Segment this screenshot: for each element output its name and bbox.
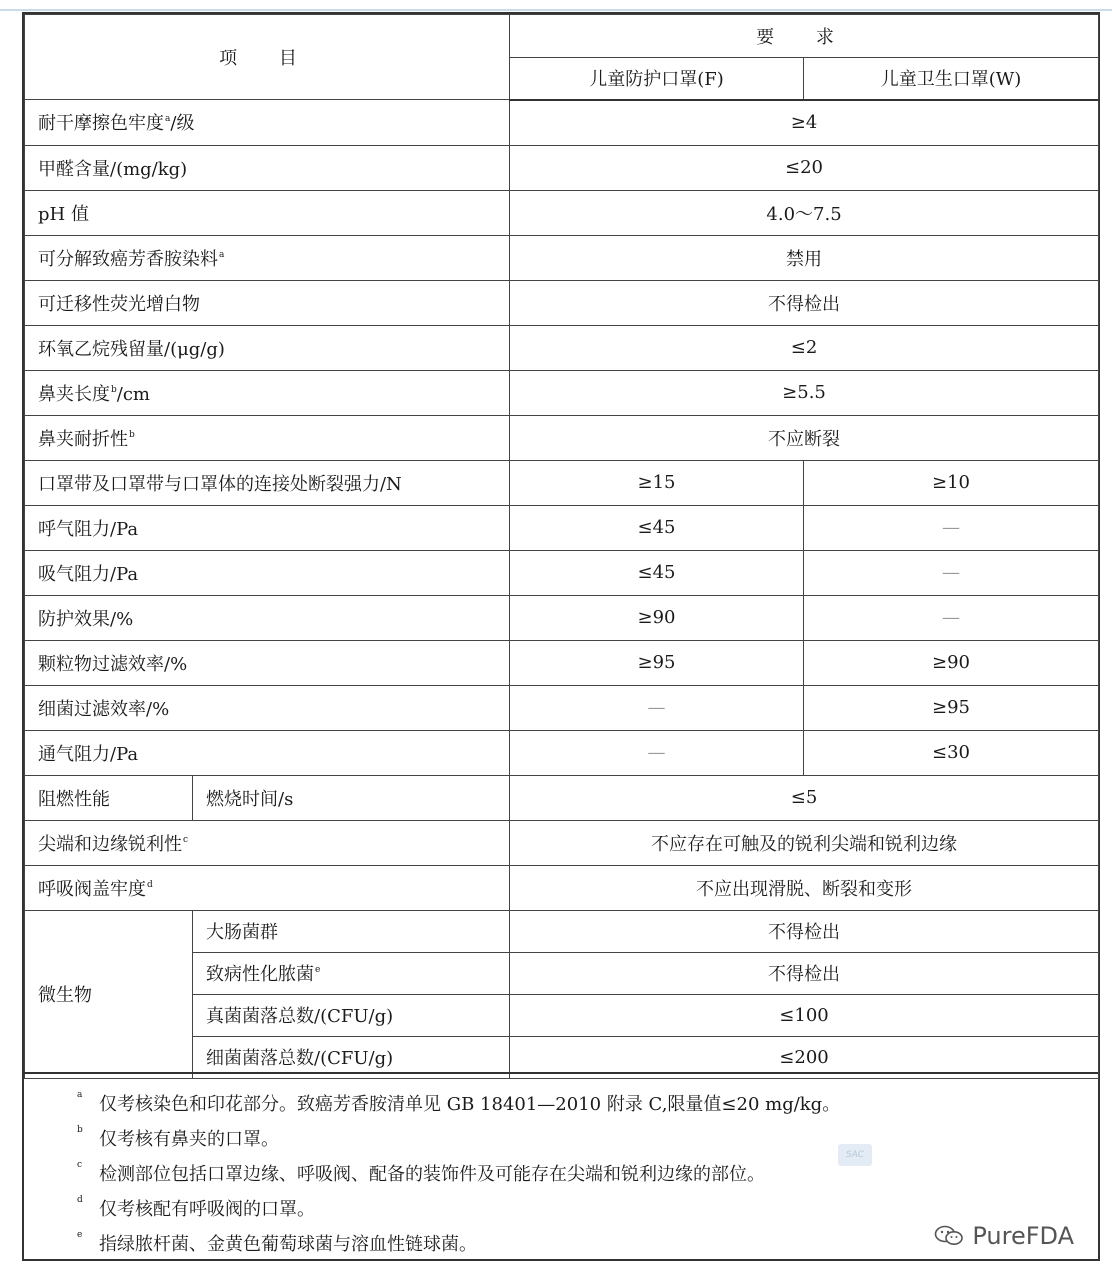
footnote-mark: a xyxy=(77,1090,83,1100)
flame-label: 阻燃性能 xyxy=(25,775,193,820)
table-row xyxy=(25,190,1099,235)
flame-sub-label: 燃烧时间/s xyxy=(193,775,510,820)
row-label: 鼻夹长度$^b$/cm xyxy=(25,370,510,415)
row-label: 吸气阻力/Pa xyxy=(25,550,510,595)
footnote xyxy=(24,1090,1098,1125)
row-label: 颗粒物过滤效率/% xyxy=(25,640,510,685)
table-row xyxy=(25,280,1099,325)
sharp-value: 不应存在可触及的锐利尖端和锐利边缘 xyxy=(510,820,1099,865)
row-label: 细菌过滤效率/% xyxy=(25,685,510,730)
watermark xyxy=(934,1222,1074,1250)
micro-item-value: ≤200 xyxy=(510,1036,1099,1078)
table-row xyxy=(25,595,1099,640)
micro-item-label: 大肠菌群 xyxy=(193,910,510,952)
footnote-mark: c xyxy=(77,1160,83,1170)
valve-label: 呼吸阀盖牢度$^d$ xyxy=(25,865,510,910)
row-value: ≤20 xyxy=(510,145,1099,190)
row-value-f: — xyxy=(510,730,804,775)
header-col-f: 儿童防护口罩(F) xyxy=(510,58,804,100)
row-value: ≤2 xyxy=(510,325,1099,370)
watermark-text: PureFDA xyxy=(972,1222,1074,1250)
row-value: 不得检出 xyxy=(510,280,1099,325)
table-row xyxy=(25,460,1099,505)
row-label: pH 值 xyxy=(25,190,510,235)
row-label: 耐干摩擦色牢度$^a$/级 xyxy=(25,100,510,146)
footnote xyxy=(24,1125,1098,1160)
header-item: 项 目 xyxy=(25,15,510,100)
row-value: 不应断裂 xyxy=(510,415,1099,460)
row-value: ≥4 xyxy=(510,100,1099,146)
row-value-f: ≤45 xyxy=(510,550,804,595)
row-label: 环氧乙烷残留量/(μg/g) xyxy=(25,325,510,370)
row-value-f: ≥90 xyxy=(510,595,804,640)
row-label: 通气阻力/Pa xyxy=(25,730,510,775)
table-row xyxy=(25,325,1099,370)
header-requirement: 要 求 xyxy=(510,15,1099,58)
row-label: 甲醛含量/(mg/kg) xyxy=(25,145,510,190)
flame-value: ≤5 xyxy=(510,775,1099,820)
footnote-text: 指绿脓杆菌、金黄色葡萄球菌与溶血性链球菌。 xyxy=(99,1234,477,1255)
micro-label: 微生物 xyxy=(25,910,193,1078)
footnote-mark: e xyxy=(77,1230,83,1240)
table-row xyxy=(25,685,1099,730)
table-row xyxy=(25,145,1099,190)
table-row xyxy=(25,505,1099,550)
micro-item-label: 细菌菌落总数/(CFU/g) xyxy=(193,1036,510,1078)
row-label: 可分解致癌芳香胺染料$^a$ xyxy=(25,235,510,280)
row-value-w: ≥95 xyxy=(804,685,1099,730)
footnote-text: 仅考核配有呼吸阀的口罩。 xyxy=(99,1199,315,1220)
row-value-f: ≥95 xyxy=(510,640,804,685)
footnote-text: 仅考核染色和印花部分。致癌芳香胺清单见 GB 18401—2010 附录 C,限量值≤20 mg/kg。 xyxy=(99,1094,841,1115)
row-label: 鼻夹耐折性$^b$ xyxy=(25,415,510,460)
valve-value: 不应出现滑脱、断裂和变形 xyxy=(510,865,1099,910)
header-col-w: 儿童卫生口罩(W) xyxy=(804,58,1099,100)
row-value-w: ≥10 xyxy=(804,460,1099,505)
table-row xyxy=(25,370,1099,415)
micro-item-value: 不得检出 xyxy=(510,952,1099,994)
requirements-table xyxy=(24,14,1099,1079)
micro-item-label: 真菌菌落总数/(CFU/g) xyxy=(193,994,510,1036)
row-label: 口罩带及口罩带与口罩体的连接处断裂强力/N xyxy=(25,460,510,505)
footnote xyxy=(24,1160,1098,1195)
table-row-micro xyxy=(25,910,1099,952)
row-value: ≥5.5 xyxy=(510,370,1099,415)
row-label: 可迁移性荧光增白物 xyxy=(25,280,510,325)
sharp-label: 尖端和边缘锐利性$^c$ xyxy=(25,820,510,865)
row-value-w: ≥90 xyxy=(804,640,1099,685)
micro-item-label: 致病性化脓菌$^e$ xyxy=(193,952,510,994)
row-value-f: — xyxy=(510,685,804,730)
table-row xyxy=(25,415,1099,460)
table-row xyxy=(25,550,1099,595)
table-row xyxy=(25,100,1099,146)
standard-table-frame xyxy=(22,12,1100,1261)
micro-item-value: ≤100 xyxy=(510,994,1099,1036)
table-row-sharp xyxy=(25,820,1099,865)
table-row-flame xyxy=(25,775,1099,820)
wechat-icon xyxy=(934,1224,964,1248)
table-row xyxy=(25,235,1099,280)
row-value: 4.0～7.5 xyxy=(510,190,1099,235)
table-row xyxy=(25,730,1099,775)
table-row xyxy=(25,640,1099,685)
row-value-f: ≥15 xyxy=(510,460,804,505)
top-border-line xyxy=(0,9,1112,11)
footnote-mark: d xyxy=(77,1195,83,1205)
row-label: 防护效果/% xyxy=(25,595,510,640)
row-value-w: ≤30 xyxy=(804,730,1099,775)
micro-item-value: 不得检出 xyxy=(510,910,1099,952)
row-label: 呼气阻力/Pa xyxy=(25,505,510,550)
row-value: 禁用 xyxy=(510,235,1099,280)
faint-logo-mark: SAC xyxy=(838,1144,872,1166)
footnote-mark: b xyxy=(77,1125,83,1135)
row-value-f: ≤45 xyxy=(510,505,804,550)
footnote-text: 检测部位包括口罩边缘、呼吸阀、配备的装饰件及可能存在尖端和锐利边缘的部位。 xyxy=(99,1164,765,1185)
row-value-w: — xyxy=(804,550,1099,595)
footnote-text: 仅考核有鼻夹的口罩。 xyxy=(99,1129,279,1150)
row-value-w: — xyxy=(804,595,1099,640)
table-row-valve xyxy=(25,865,1099,910)
row-value-w: — xyxy=(804,505,1099,550)
